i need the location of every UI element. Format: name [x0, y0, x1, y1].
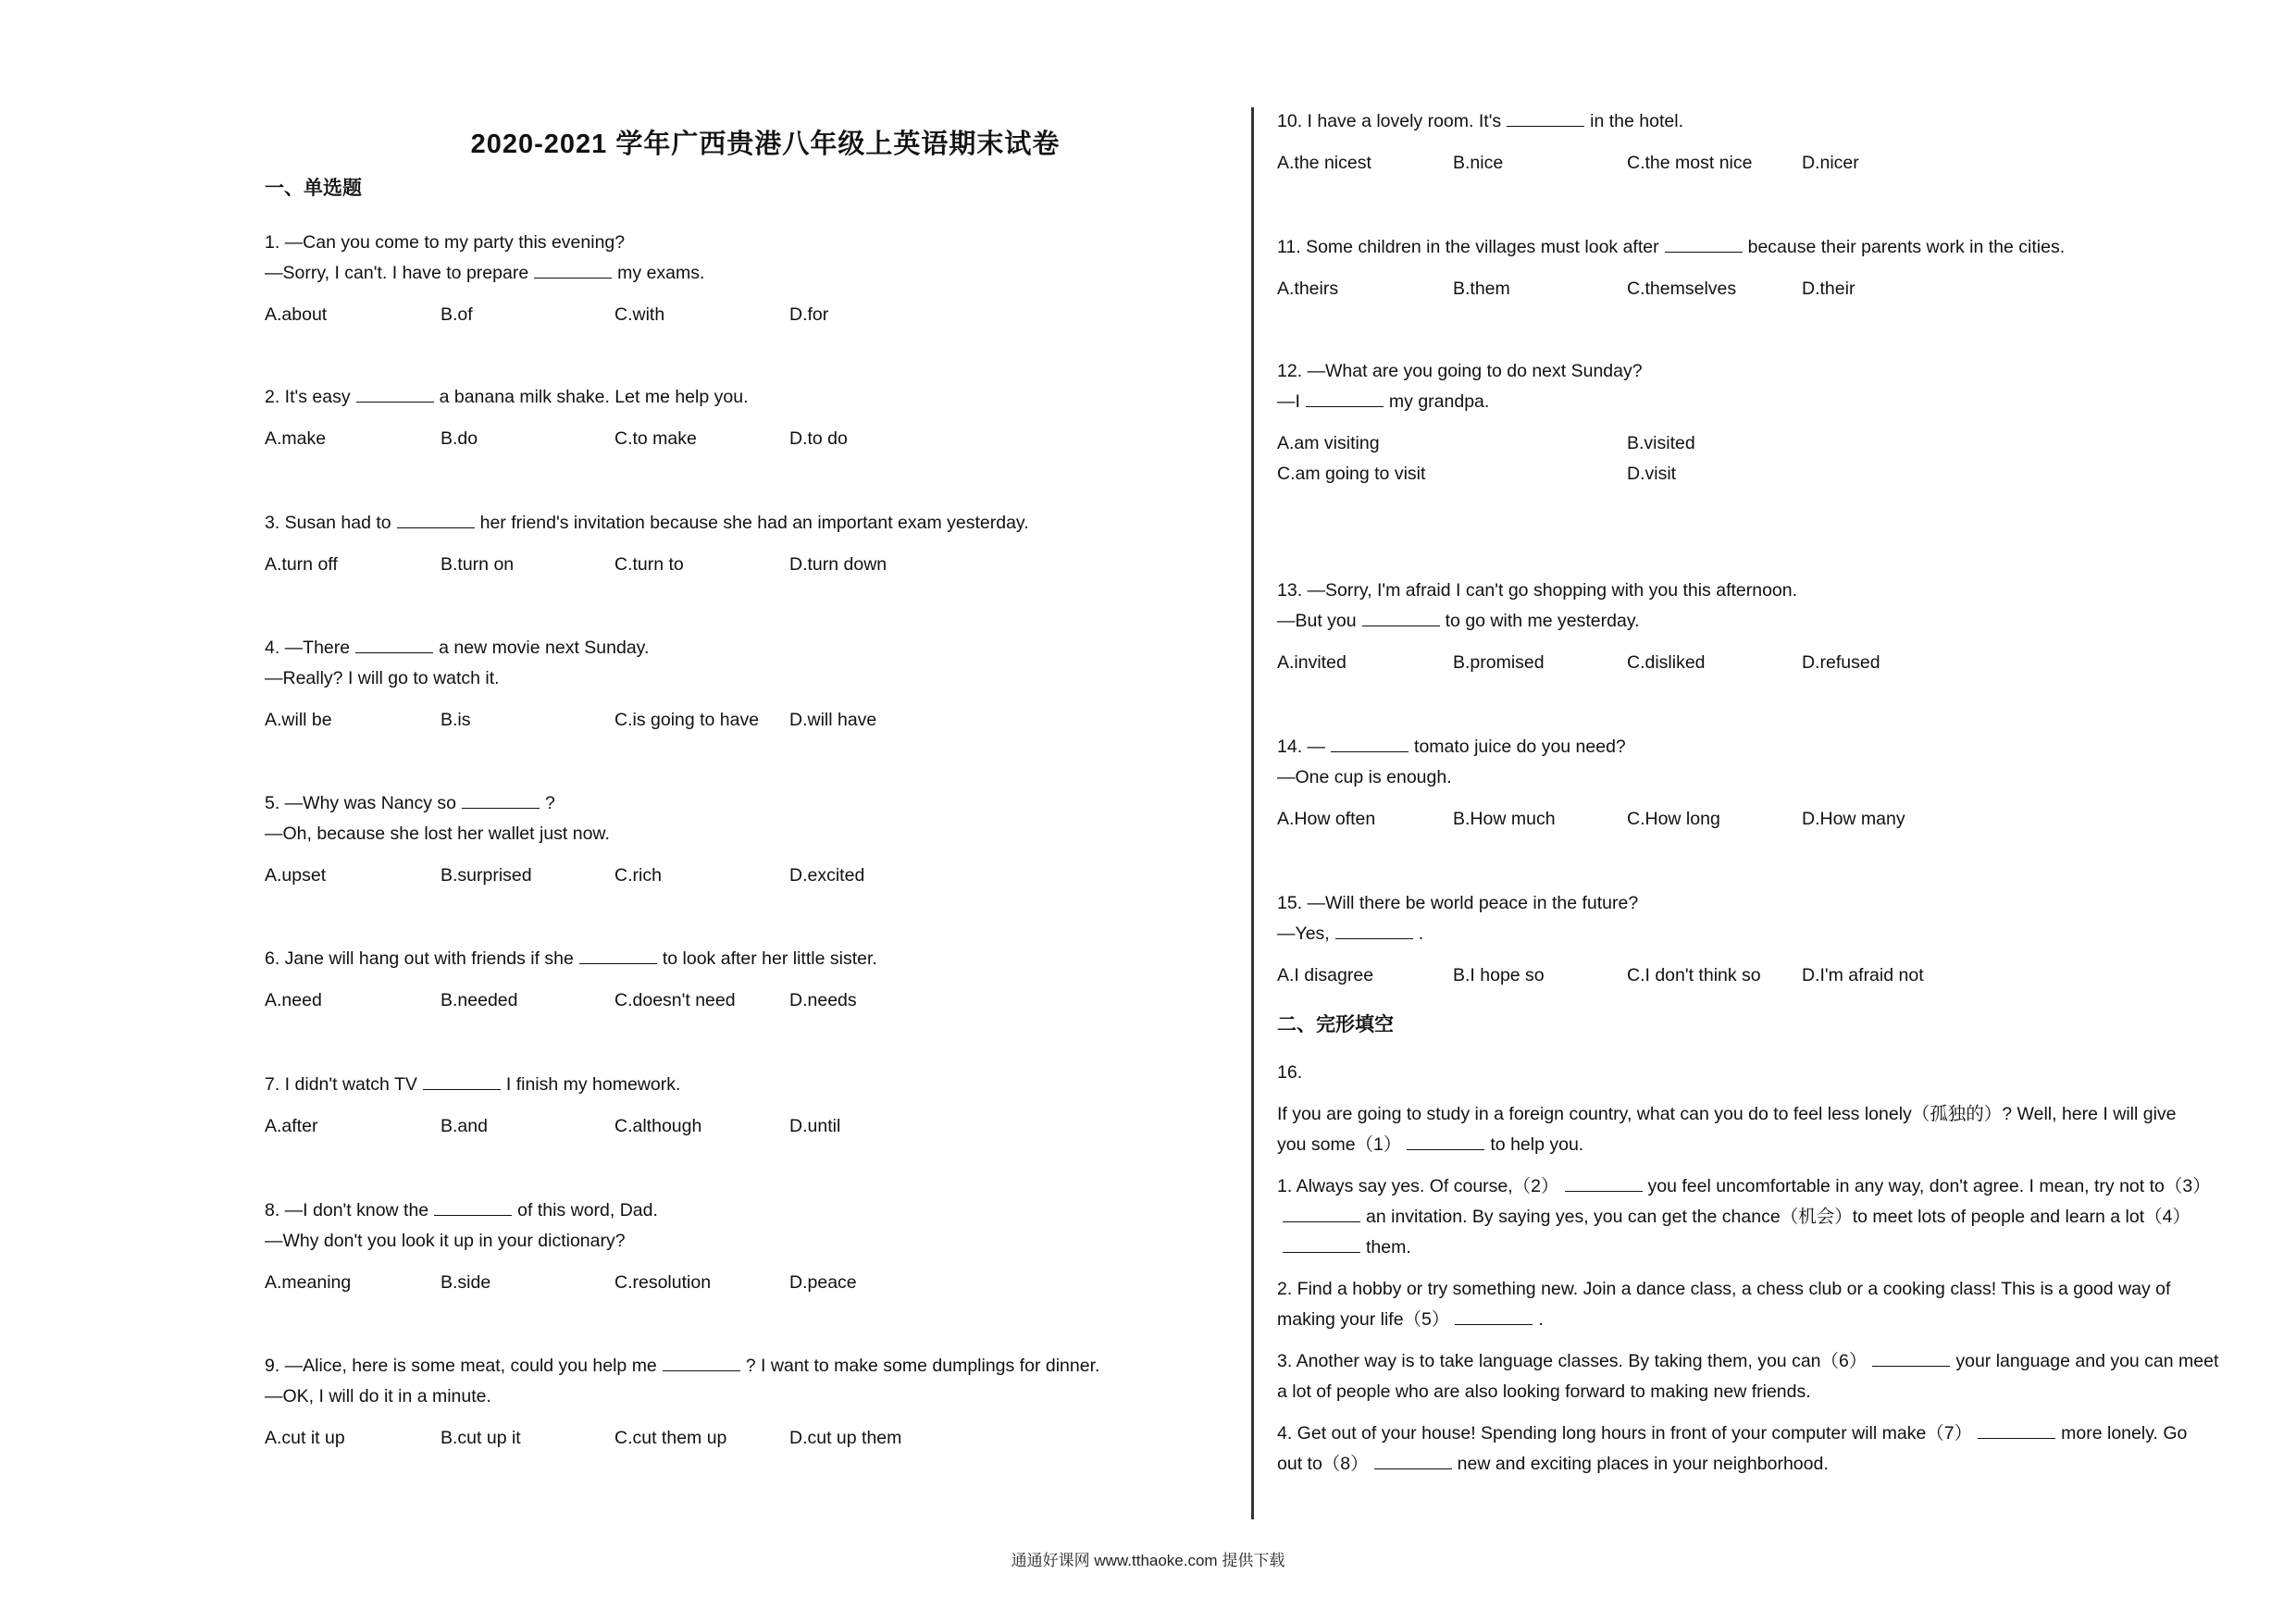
question-text: 3. Susan had to — [265, 513, 391, 533]
question-item — [1277, 232, 2263, 304]
option-b: B.and — [441, 1116, 488, 1136]
question-item — [1277, 888, 2263, 991]
option-c: C.resolution — [614, 1272, 712, 1293]
question-item — [265, 228, 1190, 330]
question-text: my exams. — [617, 263, 705, 283]
question-text: to go with me yesterday. — [1445, 611, 1640, 631]
option-b: B.nice — [1453, 153, 1504, 173]
question-text: new and exciting places in your neighborhood. — [1457, 1454, 1829, 1474]
option-a: A.I disagree — [1277, 965, 1374, 985]
option-a: A.cut it up — [265, 1428, 345, 1448]
option-d: D.excited — [789, 865, 865, 886]
option-d: D.peace — [789, 1272, 857, 1293]
option-b: B.needed — [441, 990, 518, 1010]
option-row — [1277, 428, 2263, 489]
option-row — [265, 985, 1190, 1016]
option-d: D.cut up them — [789, 1428, 902, 1448]
option-a: A.make — [265, 428, 327, 449]
question-text: 14. — — [1277, 737, 1326, 757]
option-c: C.disliked — [1627, 652, 1706, 673]
question-text: your language and you can meet — [1955, 1351, 2219, 1371]
question-text: 15. —Will there be world peace in the future? — [1277, 893, 1639, 913]
option-b: B.them — [1453, 279, 1510, 299]
exam-title: 2020-2021 学年广西贵港八年级上英语期末试卷 — [470, 130, 1061, 159]
question-text: —I — [1277, 391, 1300, 412]
option-row — [1277, 148, 2263, 179]
question-text: out to（8） — [1277, 1454, 1369, 1474]
question-text: I finish my homework. — [505, 1074, 681, 1095]
answer-blank — [434, 1198, 512, 1216]
question-text: —One cup is enough. — [1277, 767, 1452, 787]
option-row — [1277, 804, 2263, 835]
question-text: because their parents work in the cities. — [1747, 237, 2066, 257]
question-text: to look after her little sister. — [662, 948, 877, 969]
question-line — [1277, 606, 2263, 637]
question-line — [1277, 888, 2263, 919]
question-line — [1277, 1202, 2240, 1233]
option-b: B.turn on — [441, 554, 515, 575]
option-d: D.needs — [789, 990, 857, 1010]
question-text: —Oh, because she lost her wallet just now. — [265, 824, 610, 844]
option-a: A.meaning — [265, 1272, 352, 1293]
option-d: D.nicer — [1802, 153, 1859, 173]
question-text: making your life（5） — [1277, 1309, 1450, 1330]
option-b: B.surprised — [441, 865, 532, 886]
question-line — [1277, 1419, 2240, 1449]
answer-blank — [397, 511, 475, 528]
question-line — [265, 228, 1190, 258]
question-text: . — [1418, 923, 1424, 944]
question-item — [265, 1196, 1190, 1298]
option-b: B.promised — [1453, 652, 1545, 673]
option-d: D.turn down — [789, 554, 887, 575]
question-text: —Yes, — [1277, 923, 1330, 944]
question-text: —OK, I will do it in a minute. — [265, 1386, 491, 1406]
option-a: A.the nicest — [1277, 153, 1371, 173]
question-line — [265, 663, 1190, 694]
question-line — [1277, 919, 2263, 949]
question-text: an invitation. By saying yes, you can get the chance（机会）to meet lots of people and learn a lot（4） — [1366, 1207, 2191, 1227]
question-text: 5. —Why was Nancy so — [265, 793, 456, 813]
option-b: B.do — [441, 428, 478, 449]
question-text: 1. Always say yes. Of course,（2） — [1277, 1176, 1559, 1196]
question-line — [265, 258, 1190, 289]
question-text: 7. I didn't watch TV — [265, 1074, 417, 1095]
question-text: If you are going to study in a foreign country, what can you do to feel less lonely（孤独的）? Well, here I will give — [1277, 1104, 2177, 1124]
question-line — [265, 1196, 1190, 1226]
answer-blank — [1455, 1307, 1533, 1325]
question-text: my grandpa. — [1388, 391, 1490, 412]
question-line — [1277, 1130, 2240, 1160]
option-c: C.themselves — [1627, 279, 1737, 299]
question-text: ? I want to make some dumplings for dinner. — [745, 1356, 1100, 1376]
question-line — [265, 1351, 1190, 1381]
option-a: A.need — [265, 990, 322, 1010]
footer-download-note: 通通好课网 www.tthaoke.com 提供下载 — [1011, 1552, 1285, 1569]
option-a: A.am visiting — [1277, 433, 1380, 453]
question-text: ? — [544, 793, 555, 813]
option-d: D.will have — [789, 710, 877, 730]
answer-blank — [1507, 109, 1584, 127]
question-text: 10. I have a lovely room. It's — [1277, 111, 1502, 131]
answer-blank — [1335, 922, 1413, 939]
option-c: C.the most nice — [1627, 153, 1753, 173]
answer-blank — [355, 636, 433, 653]
option-c: C.How long — [1627, 809, 1720, 829]
option-d: D.refused — [1802, 652, 1880, 673]
option-c: C.to make — [614, 428, 697, 449]
option-a: A.will be — [265, 710, 332, 730]
answer-blank — [1565, 1174, 1643, 1192]
question-line — [1277, 1377, 2240, 1407]
cloze-body — [1277, 1058, 2263, 1480]
question-text: —Sorry, I can't. I have to prepare — [265, 263, 529, 283]
question-line — [1277, 1449, 2240, 1480]
option-d: D.How many — [1802, 809, 1905, 829]
option-b: B.visited — [1627, 433, 1695, 453]
question-text: 8. —I don't know the — [265, 1200, 429, 1220]
answer-blank — [1283, 1205, 1360, 1222]
answer-blank — [423, 1072, 501, 1090]
question-line — [1277, 106, 2263, 137]
option-d: D.I'm afraid not — [1802, 965, 1924, 985]
option-a: A.turn off — [265, 554, 338, 575]
question-text: 6. Jane will hang out with friends if she — [265, 948, 574, 969]
cloze-paragraph — [1277, 1099, 2240, 1160]
question-line — [1277, 732, 2263, 762]
answer-blank — [1407, 1133, 1484, 1150]
question-item — [1277, 576, 2263, 678]
question-text: 2. Find a hobby or try something new. Join a dance class, a chess club or a cooking class! This is a good way of — [1277, 1279, 2171, 1299]
answer-blank — [1362, 609, 1440, 626]
question-text: tomato juice do you need? — [1414, 737, 1626, 757]
question-line — [1277, 1099, 2240, 1130]
answer-blank — [1283, 1235, 1360, 1253]
question-line — [1277, 1274, 2240, 1305]
question-text: 3. Another way is to take language classes. By taking them, you can（6） — [1277, 1351, 1868, 1371]
option-a: A.upset — [265, 865, 327, 886]
question-line — [265, 944, 1190, 974]
option-row — [265, 550, 1190, 580]
option-b: B.I hope so — [1453, 965, 1545, 985]
question-item — [1277, 356, 2263, 489]
question-text: 4. Get out of your house! Spending long hours in front of your computer will make（7） — [1277, 1423, 1973, 1443]
question-line — [265, 633, 1190, 663]
option-c: C.rich — [614, 865, 662, 886]
section-title-single-choice: 一、单选题 — [265, 178, 362, 199]
answer-blank — [1872, 1349, 1950, 1367]
question-line — [1277, 576, 2263, 606]
question-item — [1277, 106, 2263, 179]
question-line — [265, 1070, 1190, 1100]
question-text: —Really? I will go to watch it. — [265, 668, 500, 688]
question-line — [265, 382, 1190, 413]
answer-blank — [663, 1354, 740, 1371]
cloze-paragraph — [1277, 1346, 2240, 1407]
option-c: C.turn to — [614, 554, 684, 575]
question-text: —Why don't you look it up in your dictionary? — [265, 1231, 626, 1251]
question-text: . — [1538, 1309, 1544, 1330]
question-line — [1277, 356, 2263, 387]
option-b: B.cut up it — [441, 1428, 521, 1448]
question-text: 1. —Can you come to my party this evening? — [265, 232, 626, 253]
answer-blank — [1331, 735, 1409, 752]
question-text: of this word, Dad. — [517, 1200, 658, 1220]
option-row — [1277, 274, 2263, 304]
question-text: them. — [1366, 1237, 1411, 1258]
cloze-paragraph — [1277, 1274, 2240, 1335]
question-text: more lonely. Go — [2061, 1423, 2188, 1443]
question-text: a new movie next Sunday. — [439, 638, 650, 658]
option-d: D.to do — [789, 428, 848, 449]
question-line — [265, 508, 1190, 539]
question-text: 9. —Alice, here is some meat, could you help me — [265, 1356, 657, 1376]
answer-blank — [579, 947, 657, 964]
question-text: a banana milk shake. Let me help you. — [439, 387, 749, 407]
answer-blank — [356, 385, 434, 403]
answer-blank — [1306, 390, 1384, 407]
option-c: C.am going to visit — [1277, 464, 1426, 484]
question-line — [1277, 1346, 2240, 1377]
option-c: C.although — [614, 1116, 702, 1136]
question-text: 11. Some children in the villages must look after — [1277, 237, 1659, 257]
question-line — [265, 1226, 1190, 1257]
question-line — [265, 819, 1190, 849]
option-row — [265, 705, 1190, 736]
option-row — [265, 424, 1190, 454]
question-text: in the hotel. — [1590, 111, 1683, 131]
question-text: to help you. — [1490, 1134, 1584, 1155]
question-item — [265, 944, 1190, 1016]
question-item — [265, 1070, 1190, 1142]
question-item — [265, 508, 1190, 580]
question-line — [1277, 387, 2263, 417]
option-a: A.after — [265, 1116, 318, 1136]
option-b: B.is — [441, 710, 471, 730]
question-line — [1277, 762, 2263, 793]
cloze-number: 16. — [1277, 1062, 1303, 1083]
question-line — [1277, 1305, 2240, 1335]
option-a: A.about — [265, 304, 328, 325]
question-text: 13. —Sorry, I'm afraid I can't go shopping with you this afternoon. — [1277, 580, 1798, 601]
question-text: you some（1） — [1277, 1134, 1402, 1155]
option-row — [265, 861, 1190, 891]
question-line — [265, 788, 1190, 819]
question-text: 12. —What are you going to do next Sunday? — [1277, 361, 1643, 381]
option-d: D.until — [789, 1116, 841, 1136]
answer-blank — [1978, 1421, 2055, 1439]
option-c: C.with — [614, 304, 665, 325]
option-d: D.their — [1802, 279, 1855, 299]
option-row — [265, 1268, 1190, 1298]
question-text: —But you — [1277, 611, 1357, 631]
section-title-cloze: 二、完形填空 — [1277, 1014, 1394, 1035]
cloze-paragraph — [1277, 1419, 2240, 1480]
option-c: C.I don't think so — [1627, 965, 1761, 985]
question-line — [265, 1381, 1190, 1412]
question-text: 2. It's easy — [265, 387, 351, 407]
answer-blank — [1665, 235, 1743, 253]
option-a: A.How often — [1277, 809, 1376, 829]
option-d: D.visit — [1627, 464, 1677, 484]
option-b: B.of — [441, 304, 473, 325]
option-row — [1277, 648, 2263, 678]
question-text: 4. —There — [265, 638, 351, 658]
question-line — [1277, 1171, 2240, 1202]
question-item — [265, 382, 1190, 454]
question-text: you feel uncomfortable in any way, don't agree. I mean, try not to（3） — [1647, 1176, 2211, 1196]
option-row — [265, 300, 1190, 330]
answer-blank — [462, 791, 540, 809]
option-a: A.theirs — [1277, 279, 1339, 299]
column-divider — [1251, 107, 1254, 1519]
question-item — [1277, 732, 2263, 835]
option-a: A.invited — [1277, 652, 1347, 673]
option-c: C.doesn't need — [614, 990, 736, 1010]
option-row — [265, 1111, 1190, 1142]
question-item — [265, 1351, 1190, 1454]
option-row — [265, 1423, 1190, 1454]
question-text: a lot of people who are also looking forward to making new friends. — [1277, 1381, 1811, 1402]
cloze-paragraph — [1277, 1171, 2240, 1263]
question-item — [265, 788, 1190, 891]
question-item — [265, 633, 1190, 736]
answer-blank — [1374, 1452, 1452, 1469]
option-c: C.cut them up — [614, 1428, 727, 1448]
option-b: B.side — [441, 1272, 491, 1293]
option-c: C.is going to have — [614, 710, 760, 730]
question-text: her friend's invitation because she had an important exam yesterday. — [479, 513, 1029, 533]
question-line — [1277, 1233, 2240, 1263]
answer-blank — [534, 261, 612, 279]
question-line — [1277, 232, 2263, 263]
option-row — [1277, 960, 2263, 991]
option-b: B.How much — [1453, 809, 1556, 829]
option-d: D.for — [789, 304, 829, 325]
